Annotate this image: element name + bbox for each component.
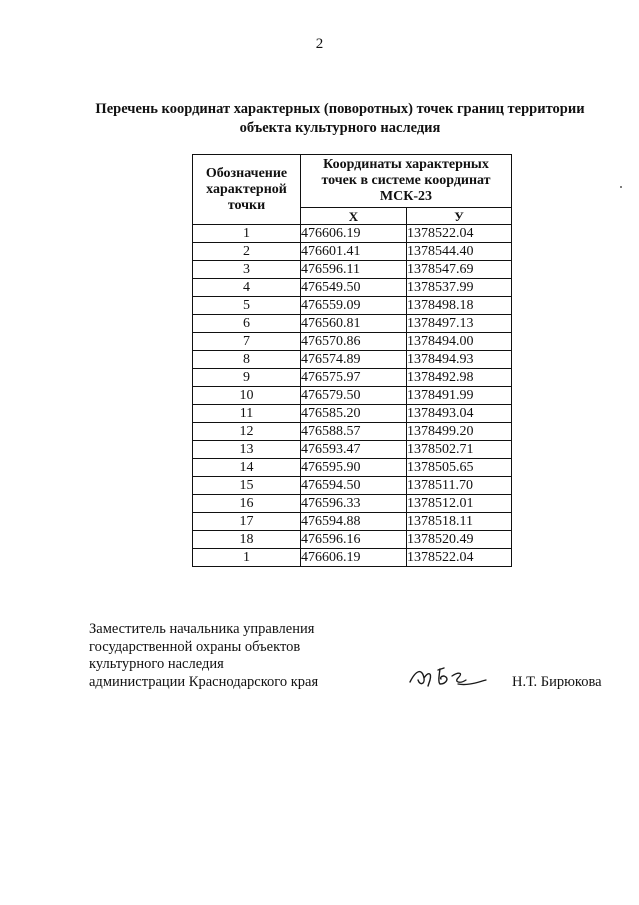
table-row <box>193 549 512 567</box>
header-line: МСК-23 <box>379 189 433 204</box>
cell-point: 16 <box>193 495 301 513</box>
header-coordinates <box>301 155 512 208</box>
page-number: 2 <box>315 36 324 52</box>
cell-point: 7 <box>193 333 301 351</box>
cell-x: 476559.09 <box>301 297 407 315</box>
table-row <box>193 297 512 315</box>
cell-y: 1378497.13 <box>407 315 512 333</box>
table-row <box>193 441 512 459</box>
cell-x: 476574.89 <box>301 351 407 369</box>
table-header-row <box>193 155 512 208</box>
cell-y: 1378494.00 <box>407 333 512 351</box>
table-row <box>193 279 512 297</box>
cell-y: 1378520.49 <box>407 531 512 549</box>
cell-x: 476593.47 <box>301 441 407 459</box>
cell-x: 476575.97 <box>301 369 407 387</box>
cell-x: 476579.50 <box>301 387 407 405</box>
cell-y: 1378493.04 <box>407 405 512 423</box>
stray-dot-mark <box>620 186 622 188</box>
cell-y: 1378512.01 <box>407 495 512 513</box>
header-y: У <box>407 208 512 225</box>
table-body <box>193 225 512 567</box>
cell-x: 476588.57 <box>301 423 407 441</box>
cell-y: 1378499.20 <box>407 423 512 441</box>
header-line: точек в системе координат <box>321 173 491 188</box>
cell-point: 8 <box>193 351 301 369</box>
cell-point: 15 <box>193 477 301 495</box>
cell-x: 476606.19 <box>301 225 407 243</box>
header-point-designation <box>193 155 301 225</box>
cell-y: 1378522.04 <box>407 225 512 243</box>
position-line: культурного наследия <box>89 656 224 672</box>
table-row <box>193 477 512 495</box>
table-row <box>193 387 512 405</box>
cell-y: 1378537.99 <box>407 279 512 297</box>
table-row <box>193 261 512 279</box>
table-row <box>193 369 512 387</box>
signatory-name: Н.Т. Бирюкова <box>512 674 602 690</box>
table-row <box>193 495 512 513</box>
cell-point: 5 <box>193 297 301 315</box>
table-row <box>193 513 512 531</box>
cell-point: 6 <box>193 315 301 333</box>
cell-x: 476570.86 <box>301 333 407 351</box>
header-line: характерной <box>206 181 287 197</box>
cell-y: 1378498.18 <box>407 297 512 315</box>
coordinates-table <box>192 154 512 567</box>
cell-x: 476596.16 <box>301 531 407 549</box>
header-line: Координаты характерных <box>323 157 489 172</box>
header-line: Обозначение <box>205 165 288 181</box>
cell-y: 1378502.71 <box>407 441 512 459</box>
cell-point: 13 <box>193 441 301 459</box>
table-row <box>193 405 512 423</box>
handwritten-signature-icon <box>408 664 488 692</box>
cell-point: 12 <box>193 423 301 441</box>
title-line: объекта культурного наследия <box>239 120 441 136</box>
table-row <box>193 225 512 243</box>
cell-x: 476596.33 <box>301 495 407 513</box>
cell-x: 476549.50 <box>301 279 407 297</box>
table-row <box>193 423 512 441</box>
signatory-position <box>89 621 318 691</box>
cell-point: 11 <box>193 405 301 423</box>
cell-point: 4 <box>193 279 301 297</box>
position-line: администрации Краснодарского края <box>89 673 319 690</box>
cell-x: 476560.81 <box>301 315 407 333</box>
cell-point: 1 <box>193 549 301 567</box>
table-row <box>193 531 512 549</box>
cell-point: 9 <box>193 369 301 387</box>
cell-y: 1378505.65 <box>407 459 512 477</box>
cell-x: 476601.41 <box>301 243 407 261</box>
position-line: Заместитель начальника управления <box>89 621 315 637</box>
table-row <box>193 459 512 477</box>
cell-x: 476585.20 <box>301 405 407 423</box>
header-line: точки <box>227 197 266 213</box>
cell-y: 1378544.40 <box>407 243 512 261</box>
cell-point: 18 <box>193 531 301 549</box>
document-title <box>60 100 620 138</box>
table-row <box>193 333 512 351</box>
cell-x: 476596.11 <box>301 261 407 279</box>
title-line: Перечень координат характерных (поворотных) точек границ территории <box>95 101 585 117</box>
cell-y: 1378518.11 <box>407 513 512 531</box>
table-row <box>193 243 512 261</box>
cell-point: 2 <box>193 243 301 261</box>
table-row <box>193 315 512 333</box>
cell-point: 10 <box>193 387 301 405</box>
cell-y: 1378494.93 <box>407 351 512 369</box>
header-x: X <box>301 208 407 225</box>
cell-y: 1378492.98 <box>407 369 512 387</box>
cell-x: 476606.19 <box>301 549 407 567</box>
cell-y: 1378522.04 <box>407 549 512 567</box>
cell-x: 476595.90 <box>301 459 407 477</box>
cell-y: 1378491.99 <box>407 387 512 405</box>
cell-point: 14 <box>193 459 301 477</box>
cell-point: 1 <box>193 225 301 243</box>
cell-point: 17 <box>193 513 301 531</box>
cell-point: 3 <box>193 261 301 279</box>
cell-y: 1378511.70 <box>407 477 512 495</box>
position-line: государственной охраны объектов <box>89 638 301 655</box>
table-row <box>193 351 512 369</box>
cell-x: 476594.50 <box>301 477 407 495</box>
cell-x: 476594.88 <box>301 513 407 531</box>
cell-y: 1378547.69 <box>407 261 512 279</box>
